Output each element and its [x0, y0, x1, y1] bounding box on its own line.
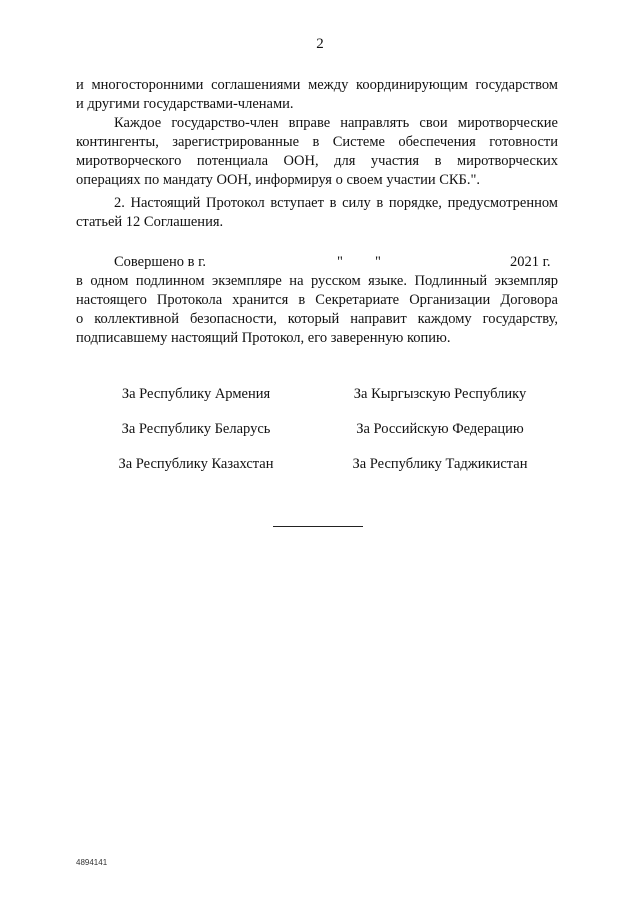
page-number: 2: [316, 36, 324, 52]
done-line-2: в одном подлинном экземпляре на русском языке. Подлинный экземпляр: [76, 273, 558, 289]
year: 2021 г.: [510, 254, 551, 270]
signature-belarus: За Республику Беларусь: [121, 421, 271, 437]
signature-russia: За Российскую Федерацию: [356, 421, 524, 437]
signature-armenia: За Республику Армения: [121, 386, 271, 402]
done-line-3: настоящего Протокола хранится в Секретариате Организации Договора: [76, 292, 558, 308]
signature-tajikistan: За Республику Таджикистан: [352, 456, 528, 472]
divider-line: [273, 526, 363, 527]
done-line-4: о коллективной безопасности, который направит каждому государству,: [76, 311, 558, 327]
date-quote-close: ": [375, 254, 381, 270]
paragraph-3-line-1: 2. Настоящий Протокол вступает в силу в порядке, предусмотренном: [114, 195, 558, 211]
paragraph-2-line-4: операциях по мандату ООН, информируя о своем участии СКБ.".: [76, 172, 481, 188]
paragraph-3-line-2: статьей 12 Соглашения.: [76, 214, 224, 230]
signature-kazakhstan: За Республику Казахстан: [118, 456, 274, 472]
done-line-5: подписавшему настоящий Протокол, его заверенную копию.: [76, 330, 451, 346]
document-code: 4894141: [76, 858, 108, 867]
signature-kyrgyzstan: За Кыргызскую Республику: [353, 386, 527, 402]
paragraph-1-line-1: и многосторонними соглашениями между координирующим государством: [76, 77, 558, 93]
paragraph-1-line-2: и другими государствами-членами.: [76, 96, 294, 112]
paragraph-2-line-3: миротворческого потенциала ООН, для участия в миротворческих: [76, 153, 558, 169]
paragraph-2-line-1: Каждое государство-член вправе направлять свои миротворческие: [114, 115, 558, 131]
date-quote-open: ": [337, 254, 343, 270]
paragraph-2-line-2: контингенты, зарегистрированные в Системе обеспечения готовности: [76, 134, 558, 150]
done-at-prefix: Совершено в г.: [114, 254, 207, 270]
